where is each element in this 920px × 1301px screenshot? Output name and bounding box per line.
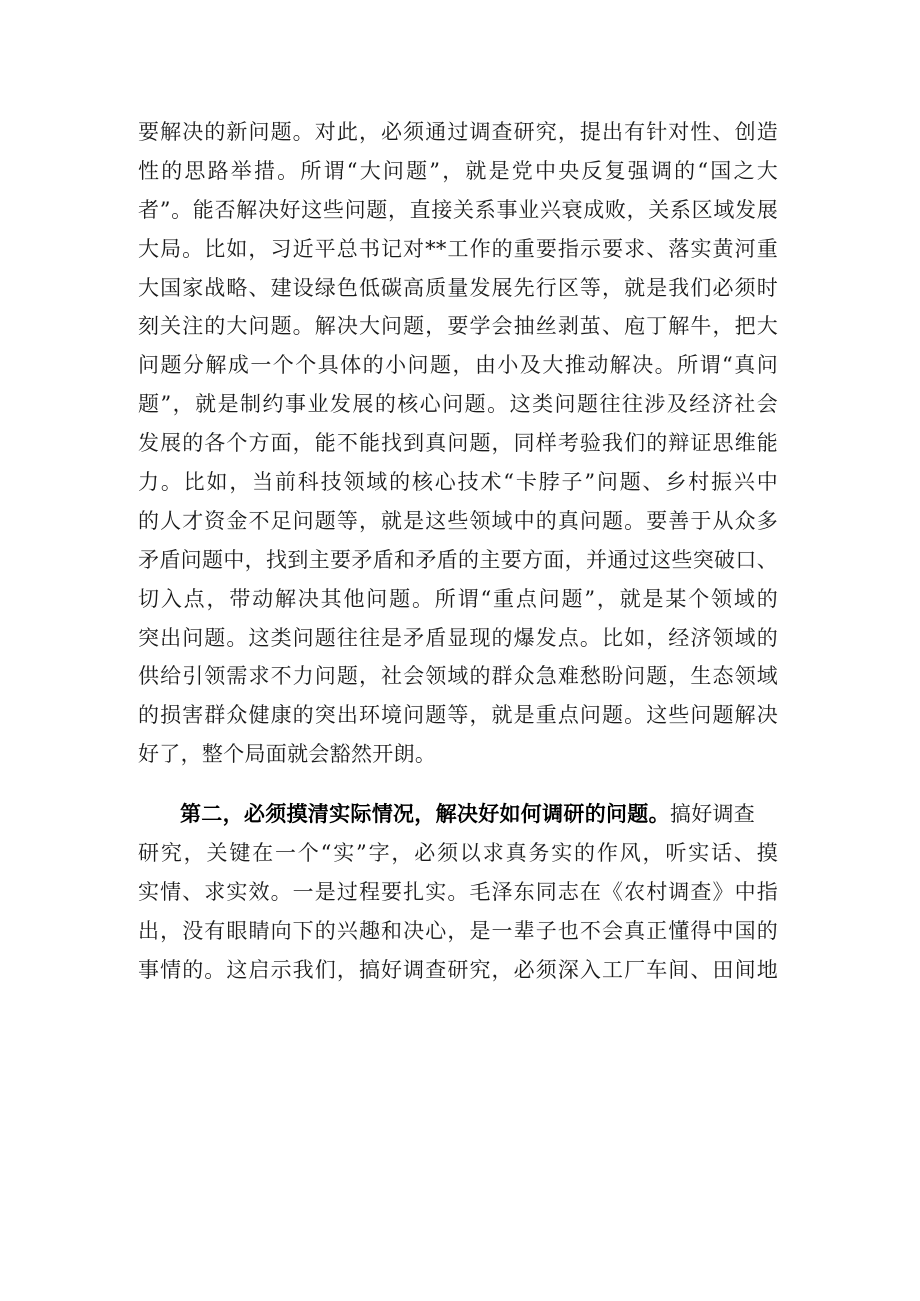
paragraph-1 <box>138 113 778 774</box>
text-line: 性的思路举措。所谓“大问题”，就是党中央反复强调的“国之大 <box>138 158 778 183</box>
section-heading: 第二，必须摸清实际情况，解决好如何调研的问题。 <box>180 801 670 827</box>
text-line: 的人才资金不足问题等，就是这些领域中的真问题。要善于从众多 <box>138 508 778 533</box>
paragraph-2 <box>138 795 778 989</box>
text-line: 刻关注的大问题。解决大问题，要学会抽丝剥茧、庖丁解牛，把大 <box>138 314 778 339</box>
text-line: 大局。比如，习近平总书记对**工作的重要指示要求、落实黄河重 <box>138 236 778 261</box>
text-line-with-heading <box>138 795 778 834</box>
text-line: 突出问题。这类问题往往是矛盾显现的爆发点。比如，经济领域的 <box>138 625 778 650</box>
text-line: 者”。能否解决好这些问题，直接关系事业兴衰成败，关系区域发展 <box>138 197 778 222</box>
text-line: 事情的。这启示我们，搞好调查研究，必须深入工厂车间、田间地 <box>138 957 778 982</box>
text-line: 要解决的新问题。对此，必须通过调查研究，提出有针对性、创造 <box>138 120 778 144</box>
text-line: 出，没有眼睛向下的兴趣和决心，是一辈子也不会真正懂得中国的 <box>138 918 778 943</box>
text-line: 研究，关键在一个“实”字，必须以求真务实的作风，听实话、摸 <box>138 841 778 866</box>
text-line: 力。比如，当前科技领域的核心技术“卡脖子”问题、乡村振兴中 <box>138 470 778 495</box>
text-line: 矛盾问题中，找到主要矛盾和矛盾的主要方面，并通过这些突破口、 <box>138 547 778 572</box>
text-line: 切入点，带动解决其他问题。所谓“重点问题”，就是某个领域的 <box>138 586 778 611</box>
text-line: 供给引领需求不力问题，社会领域的群众急难愁盼问题，生态领域 <box>138 664 778 689</box>
text-line: 题”，就是制约事业发展的核心问题。这类问题往往涉及经济社会 <box>138 392 778 417</box>
text-line: 大国家战略、建设绿色低碳高质量发展先行区等，就是我们必须时 <box>138 275 778 300</box>
text-line: 问题分解成一个个具体的小问题，由小及大推动解决。所谓“真问 <box>138 353 778 378</box>
text-line: 实情、求实效。一是过程要扎实。毛泽东同志在《农村调查》中指 <box>138 879 778 904</box>
document-body <box>138 113 778 990</box>
text-line: 好了，整个局面就会豁然开朗。 <box>138 742 437 767</box>
text-line: 发展的各个方面，能不能找到真问题，同样考验我们的辩证思维能 <box>138 431 778 456</box>
text-line: 的损害群众健康的突出环境问题等，就是重点问题。这些问题解决 <box>138 703 778 728</box>
text-run: 搞好调查 <box>669 802 756 827</box>
